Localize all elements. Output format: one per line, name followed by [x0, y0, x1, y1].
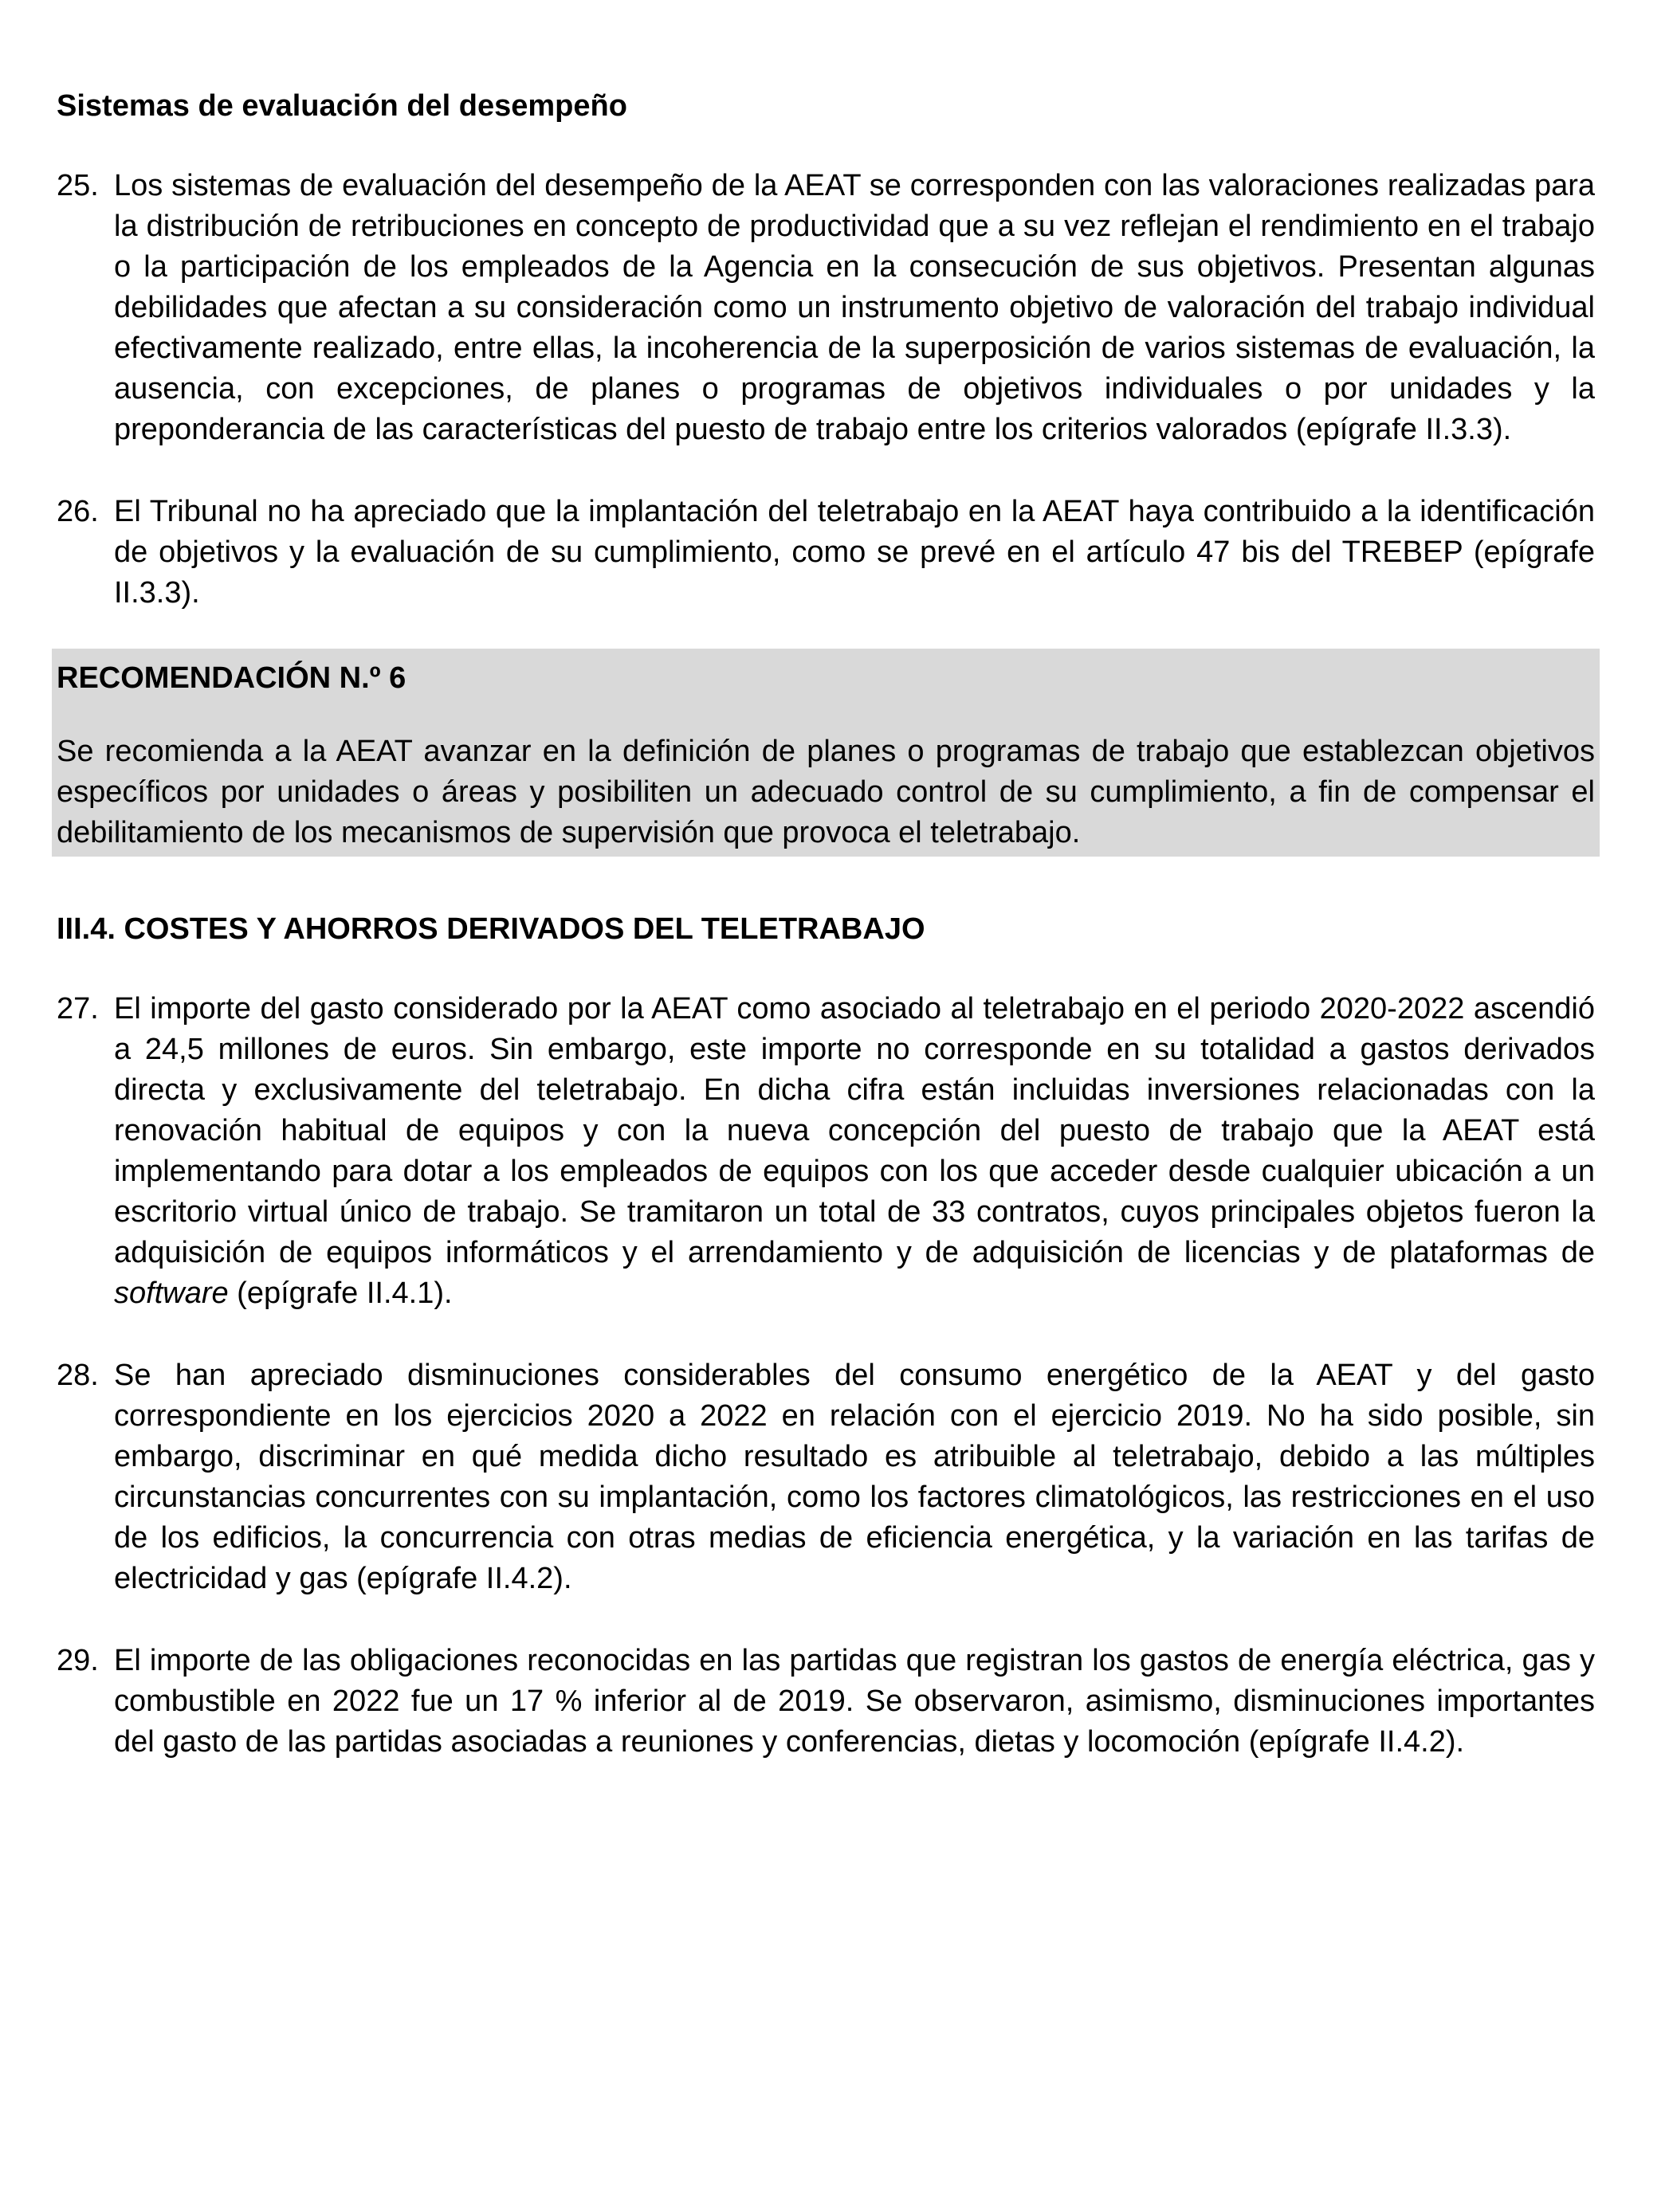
paragraph-text-part: El importe del gasto considerado por la AEAT como asociado al teletrabajo en el periodo 2020-2022 ascendió a 24,5 millones de euros. Sin embargo, este importe no corresponde en su totalidad a gastos derivados directa y exclusivamente del teletrabajo. En dicha cifra están incluidas inversiones relacionadas con la renovación habitual de equipos y con la nueva concepción del puesto de trabajo que la AEAT está implementando para dotar a los empleados de equipos con los que acceder desde cualquier ubicación a un escritorio virtual único de trabajo. Se tramitaron un total de 33 contratos, cuyos principales objetos fueron la adquisición de equipos informáticos y el arrendamiento y de adquisición de licencias y de plataformas de: [114, 992, 1595, 1269]
paragraph-29: [57, 1641, 1595, 1763]
recommendation-title: RECOMENDACIÓN N.º 6: [57, 661, 406, 695]
section-heading: Sistemas de evaluación del desempeño: [57, 89, 627, 123]
paragraph-number: 29.: [57, 1644, 99, 1677]
paragraph-number: 25.: [57, 169, 99, 202]
paragraph-text-part: (epígrafe II.4.1).: [228, 1277, 453, 1310]
paragraph-26: [57, 492, 1595, 614]
recommendation-box: [52, 649, 1600, 857]
document-page: [57, 86, 1595, 1763]
paragraph-number: 27.: [57, 992, 99, 1026]
paragraph-text: Se han apreciado disminuciones considerables del consumo energético de la AEAT y del gasto correspondiente en los ejercicios 2020 a 2022 en relación con el ejercicio 2019. No ha sido posible, sin embargo, discriminar en qué medida dicho resultado es atribuible al teletrabajo, debido a las múltiples circunstancias concurrentes con su implantación, como los factores climatológicos, las restricciones en el uso de los edificios, la concurrencia con otras medias de eficiencia energética, y la variación en las tarifas de electricidad y gas (epígrafe II.4.2).: [114, 1359, 1595, 1595]
paragraph-number: 28.: [57, 1359, 99, 1392]
paragraph-text: [114, 989, 1595, 1314]
recommendation-text: Se recomienda a la AEAT avanzar en la definición de planes o programas de trabajo que establezcan objetivos específicos por unidades o áreas y posibiliten un adecuado control de su cumplimiento, a fin de compensar el debilitamiento de los mecanismos de supervisión que provoca el teletrabajo.: [57, 735, 1595, 849]
paragraph-27: [57, 989, 1595, 1314]
paragraph-25: [57, 166, 1595, 450]
paragraph-number: 26.: [57, 495, 99, 528]
italic-term: software: [114, 1277, 229, 1310]
paragraph-text: El importe de las obligaciones reconocidas en las partidas que registran los gastos de energía eléctrica, gas y combustible en 2022 fue un 17 % inferior al de 2019. Se observaron, asimismo, disminuciones importantes del gasto de las partidas asociadas a reuniones y conferencias, dietas y locomoción (epígrafe II.4.2).: [114, 1644, 1595, 1759]
section-heading-costs: III.4. COSTES Y AHORROS DERIVADOS DEL TELETRABAJO: [57, 912, 925, 946]
paragraph-text: El Tribunal no ha apreciado que la implantación del teletrabajo en la AEAT haya contribuido a la identificación de objetivos y la evaluación de su cumplimiento, como se prevé en el artículo 47 bis del TREBEP (epígrafe II.3.3).: [114, 495, 1595, 610]
paragraph-text: Los sistemas de evaluación del desempeño de la AEAT se corresponden con las valoraciones realizadas para la distribución de retribuciones en concepto de productividad que a su vez reflejan el rendimiento en el trabajo o la participación de los empleados de la Agencia en la consecución de sus objetivos. Presentan algunas debilidades que afectan a su consideración como un instrumento objetivo de valoración del trabajo individual efectivamente realizado, entre ellas, la incoherencia de la superposición de varios sistemas de evaluación, la ausencia, con excepciones, de planes o programas de objetivos individuales o por unidades y la preponderancia de las características del puesto de trabajo entre los criterios valorados (epígrafe II.3.3).: [114, 169, 1595, 446]
paragraph-28: [57, 1355, 1595, 1599]
